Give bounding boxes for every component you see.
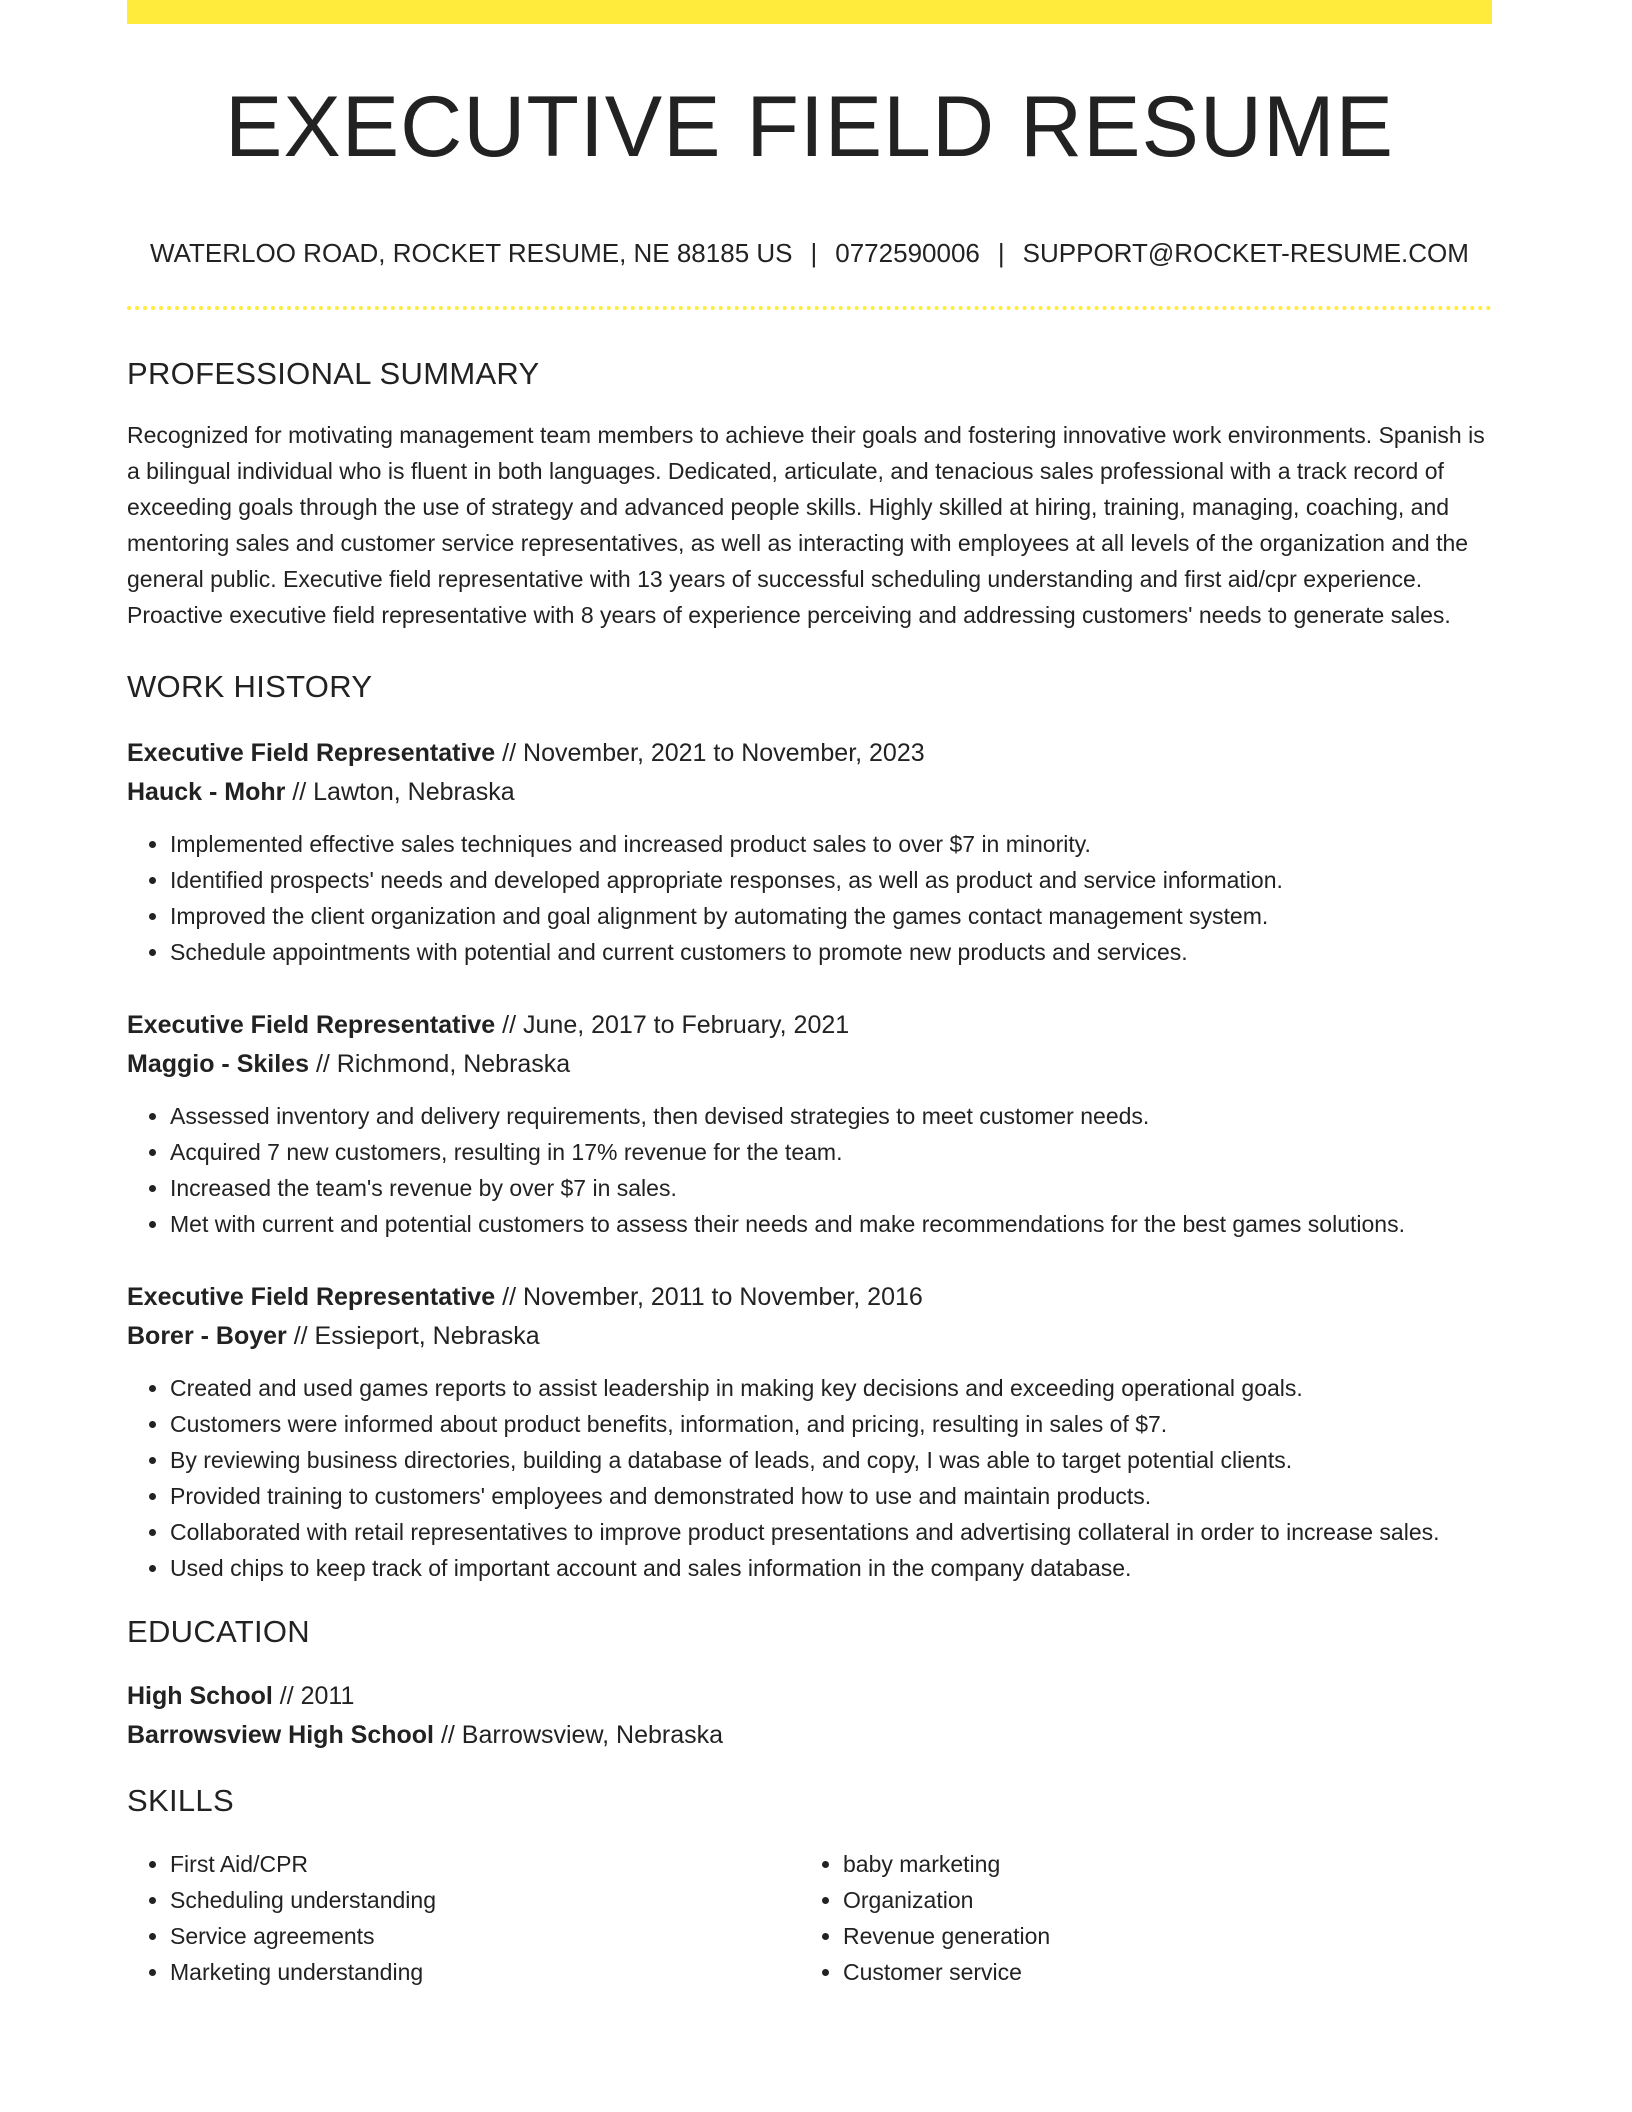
education-school-line bbox=[127, 1716, 1492, 1755]
job-company-line bbox=[127, 1317, 1492, 1356]
work-history-section bbox=[127, 671, 1492, 1586]
summary-section bbox=[127, 358, 1492, 633]
skills-section bbox=[127, 1785, 1492, 1990]
job-title: Executive Field Representative bbox=[127, 739, 496, 767]
job-entry bbox=[127, 1006, 1492, 1242]
education-heading: EDUCATION bbox=[127, 1614, 310, 1649]
job-bullet: • Created and used games reports to assist leadership in making key decisions and exceeding operational goals. bbox=[170, 1370, 1492, 1406]
skills-grid bbox=[127, 1846, 1492, 1990]
job-bullet: • Met with current and potential customers to assess their needs and make recommendations for the best games solutions. bbox=[170, 1206, 1492, 1242]
job-title-line bbox=[127, 1006, 1492, 1045]
education-entry bbox=[127, 1677, 1492, 1755]
job-company-line bbox=[127, 773, 1492, 812]
job-bullet: • Identified prospects' needs and developed appropriate responses, as well as product and service information. bbox=[170, 862, 1492, 898]
education-degree: High School bbox=[127, 1682, 273, 1710]
job-company-line bbox=[127, 1045, 1492, 1084]
skills-heading: SKILLS bbox=[127, 1783, 234, 1818]
skills-column-left bbox=[127, 1846, 800, 1990]
skill-item: • Revenue generation bbox=[843, 1918, 1473, 1954]
job-location: // Richmond, Nebraska bbox=[315, 1050, 571, 1078]
job-bullet: • Collaborated with retail representatives to improve product presentations and advertising collateral in order to increase sales. bbox=[170, 1514, 1492, 1550]
skill-item: • Organization bbox=[843, 1882, 1473, 1918]
job-bullet: • Implemented effective sales techniques and increased product sales to over $7 in minority. bbox=[170, 826, 1492, 862]
top-accent-bar bbox=[127, 0, 1492, 24]
job-title: Executive Field Representative bbox=[127, 1011, 496, 1039]
skills-column-right bbox=[800, 1846, 1473, 1990]
skill-item: • Scheduling understanding bbox=[170, 1882, 800, 1918]
resume-title: EXECUTIVE FIELD RESUME bbox=[225, 79, 1394, 175]
job-bullets bbox=[127, 1098, 1492, 1242]
education-degree-line bbox=[127, 1677, 1492, 1716]
job-entry bbox=[127, 1278, 1492, 1586]
skill-item: • Service agreements bbox=[170, 1918, 800, 1954]
job-bullet: • Improved the client organization and goal alignment by automating the games contact management system. bbox=[170, 898, 1492, 934]
resume-page bbox=[127, 0, 1492, 1990]
job-company: Maggio - Skiles bbox=[127, 1050, 309, 1078]
job-title-line bbox=[127, 734, 1492, 773]
job-bullet: • Schedule appointments with potential and current customers to promote new products and services. bbox=[170, 934, 1492, 970]
contact-separator: | bbox=[810, 238, 818, 268]
job-bullet: • Acquired 7 new customers, resulting in 17% revenue for the team. bbox=[170, 1134, 1492, 1170]
skill-item: • Customer service bbox=[843, 1954, 1473, 1990]
education-section bbox=[127, 1616, 1492, 1755]
skill-item: • First Aid/CPR bbox=[170, 1846, 800, 1882]
summary-heading: PROFESSIONAL SUMMARY bbox=[127, 356, 540, 391]
skill-item: • baby marketing bbox=[843, 1846, 1473, 1882]
contact-line bbox=[127, 240, 1492, 266]
job-bullet: • Assessed inventory and delivery requirements, then devised strategies to meet customer needs. bbox=[170, 1098, 1492, 1134]
job-bullet: • Customers were informed about product benefits, information, and pricing, resulting in sales of $7. bbox=[170, 1406, 1492, 1442]
job-bullet: • Increased the team's revenue by over $7 in sales. bbox=[170, 1170, 1492, 1206]
summary-text: Recognized for motivating management team members to achieve their goals and fostering innovative work environments. Spanish is a bilingual individual who is fluent in both languages. Dedicated, articulate, and tenacious sales professional with a track record of exceeding goals through the use of strategy and advanced people skills. Highly skilled at hiring, training, managing, coaching, and mentoring sales and customer service representatives, as well as interacting with employees at all levels of the organization and the general public. Executive field representative with 13 years of successful scheduling understanding and first aid/cpr experience. Proactive executive field representative with 8 years of experience perceiving and addressing customers' needs to generate sales. bbox=[127, 422, 1485, 628]
work-history-heading: WORK HISTORY bbox=[127, 669, 373, 704]
job-location: // Lawton, Nebraska bbox=[292, 778, 515, 806]
contact-phone: 0772590006 bbox=[835, 238, 980, 268]
education-location: // Barrowsview, Nebraska bbox=[440, 1721, 724, 1749]
job-bullet: • By reviewing business directories, building a database of leads, and copy, I was able to target potential clients. bbox=[170, 1442, 1492, 1478]
job-location: // Essieport, Nebraska bbox=[293, 1322, 540, 1350]
job-dates: // November, 2021 to November, 2023 bbox=[502, 739, 925, 767]
dotted-divider bbox=[127, 306, 1492, 310]
contact-separator: | bbox=[997, 238, 1005, 268]
job-company: Borer - Boyer bbox=[127, 1322, 287, 1350]
job-title-line bbox=[127, 1278, 1492, 1317]
job-company: Hauck - Mohr bbox=[127, 778, 286, 806]
education-school: Barrowsview High School bbox=[127, 1721, 435, 1749]
job-bullet: • Used chips to keep track of important account and sales information in the company database. bbox=[170, 1550, 1492, 1586]
job-dates: // November, 2011 to November, 2016 bbox=[502, 1283, 923, 1311]
job-bullet: • Provided training to customers' employees and demonstrated how to use and maintain products. bbox=[170, 1478, 1492, 1514]
education-year: // 2011 bbox=[279, 1682, 355, 1710]
job-bullets bbox=[127, 826, 1492, 970]
contact-email[interactable]: SUPPORT@ROCKET-RESUME.COM bbox=[1022, 238, 1469, 268]
job-entry bbox=[127, 734, 1492, 970]
contact-address: WATERLOO ROAD, ROCKET RESUME, NE 88185 US bbox=[150, 238, 793, 268]
job-bullets bbox=[127, 1370, 1492, 1586]
job-dates: // June, 2017 to February, 2021 bbox=[502, 1011, 850, 1039]
skill-item: • Marketing understanding bbox=[170, 1954, 800, 1990]
job-title: Executive Field Representative bbox=[127, 1283, 496, 1311]
